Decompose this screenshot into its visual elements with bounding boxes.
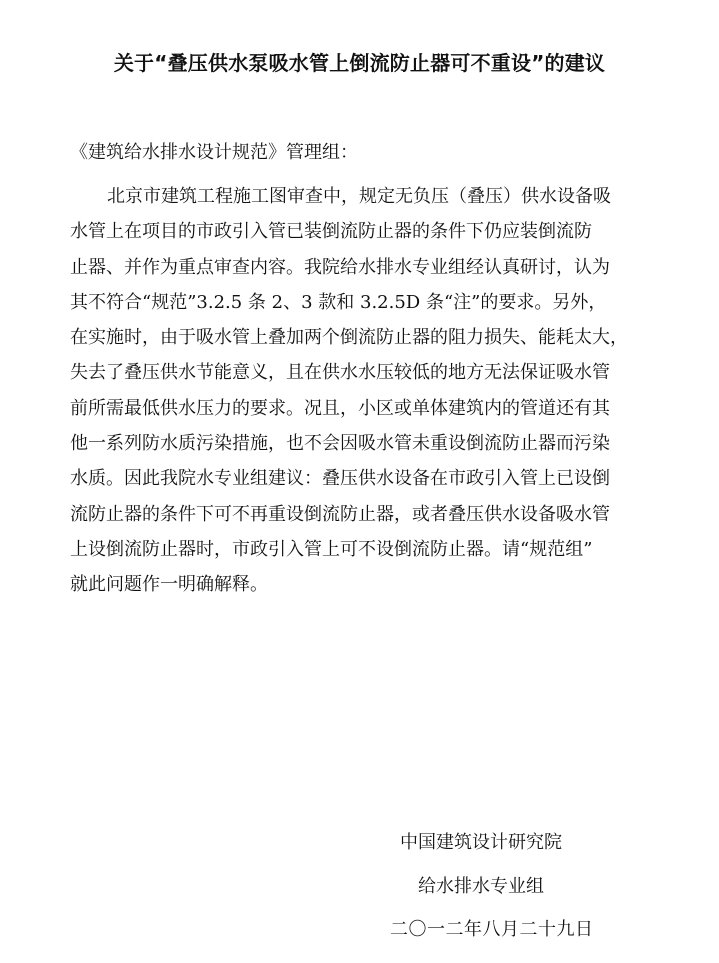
body-line: 在实施时，由于吸水管上叠加两个倒流防止器的阻力损失、能耗太大，	[70, 327, 628, 349]
salutation: 《建筑给水排水设计规范》管理组：	[70, 142, 358, 163]
body-line: 北京市建筑工程施工图审查中，规定无负压（叠压）供水设备吸	[107, 186, 611, 207]
body-line: 上设倒流防止器时，市政引入管上可不设倒流防止器。请“规范组”	[70, 538, 593, 560]
body-line: 水管上在项目的市政引入管已装倒流防止器的条件下仍应装倒流防	[70, 221, 592, 243]
body-line: 其不符合“规范”3.2.5 条 2、3 款和 3.2.5D 条“注”的要求。另外，	[70, 291, 607, 313]
body-line: 他一系列防水质污染措施，也不会因吸水管未重设倒流防止器而污染	[70, 433, 610, 455]
signature-group: 给水排水专业组	[418, 876, 544, 897]
body-line: 止器、并作为重点审查内容。我院给水排水专业组经认真研讨，认为	[70, 256, 610, 278]
document-title: 关于“叠压供水泵吸水管上倒流防止器可不重设”的建议	[113, 51, 606, 75]
signature-organization: 中国建筑设计研究院	[400, 832, 562, 853]
body-line: 失去了叠压供水节能意义，且在供水水压较低的地方无法保证吸水管	[70, 362, 610, 384]
signature-date: 二〇一二年八月二十九日	[390, 919, 594, 940]
body-line: 前所需最低供水压力的要求。况且，小区或单体建筑内的管道还有其	[70, 397, 610, 419]
body-line: 水质。因此我院水专业组建议：叠压供水设备在市政引入管上已设倒	[70, 468, 610, 490]
body-paragraph	[70, 179, 650, 603]
body-line: 就此问题作一明确解释。	[70, 574, 268, 596]
body-line: 流防止器的条件下可不再重设倒流防止器，或者叠压供水设备吸水管	[70, 503, 610, 525]
